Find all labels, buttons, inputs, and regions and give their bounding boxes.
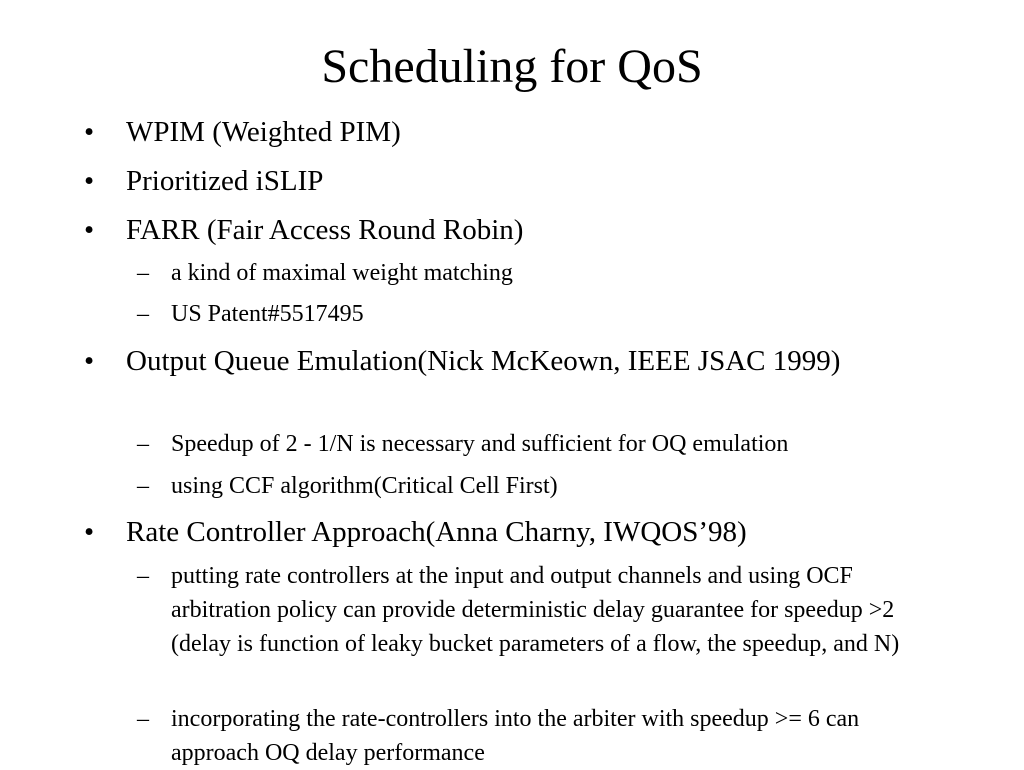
bullet-text: Output Queue Emulation(Nick McKeown, IEEE JSAC 1999) (126, 345, 841, 377)
bullet-marker: • (84, 165, 95, 197)
sub-bullet-text: a kind of maximal weight matching (171, 260, 513, 286)
bullet-text: FARR (Fair Access Round Robin) (126, 214, 524, 246)
sub-bullet-item (137, 469, 941, 503)
dash-marker: – (137, 260, 149, 286)
slide-title: Scheduling for QoS (321, 40, 703, 93)
bullet-marker: • (84, 516, 95, 548)
sub-bullet-item (137, 559, 941, 661)
bullet-item (84, 112, 916, 152)
bullet-marker: • (84, 345, 95, 377)
sub-bullet-text: incorporating the rate-controllers into the arbiter with speedup >= 6 can approach OQ delay performance (171, 706, 860, 766)
sub-bullet-text: US Patent#5517495 (171, 301, 364, 327)
sub-bullet-item (137, 702, 941, 770)
bullet-item (84, 341, 916, 381)
bullet-text: Prioritized iSLIP (126, 165, 324, 197)
dash-marker: – (137, 706, 149, 732)
bullet-marker: • (84, 116, 95, 148)
bullet-item (84, 210, 916, 250)
sub-bullet-item (137, 297, 941, 331)
dash-marker: – (137, 473, 149, 499)
bullet-item (84, 161, 916, 201)
sub-bullet-item (137, 256, 941, 290)
bullet-marker: • (84, 214, 95, 246)
sub-bullet-item (137, 427, 941, 461)
dash-marker: – (137, 563, 149, 589)
sub-bullet-text: putting rate controllers at the input and output channels and using OCF arbitration policy can provide deterministic delay guarantee for speedup >2 (delay is function of leaky bucket parameters of a flow, the speedup, and N) (171, 563, 900, 657)
bullet-text: Rate Controller Approach(Anna Charny, IWQOS’98) (126, 516, 747, 548)
bullet-item (84, 512, 916, 552)
sub-bullet-text: using CCF algorithm(Critical Cell First) (171, 473, 558, 499)
dash-marker: – (137, 301, 149, 327)
sub-bullet-text: Speedup of 2 - 1/N is necessary and sufficient for OQ emulation (171, 431, 789, 457)
bullet-text: WPIM (Weighted PIM) (126, 116, 401, 148)
dash-marker: – (137, 431, 149, 457)
